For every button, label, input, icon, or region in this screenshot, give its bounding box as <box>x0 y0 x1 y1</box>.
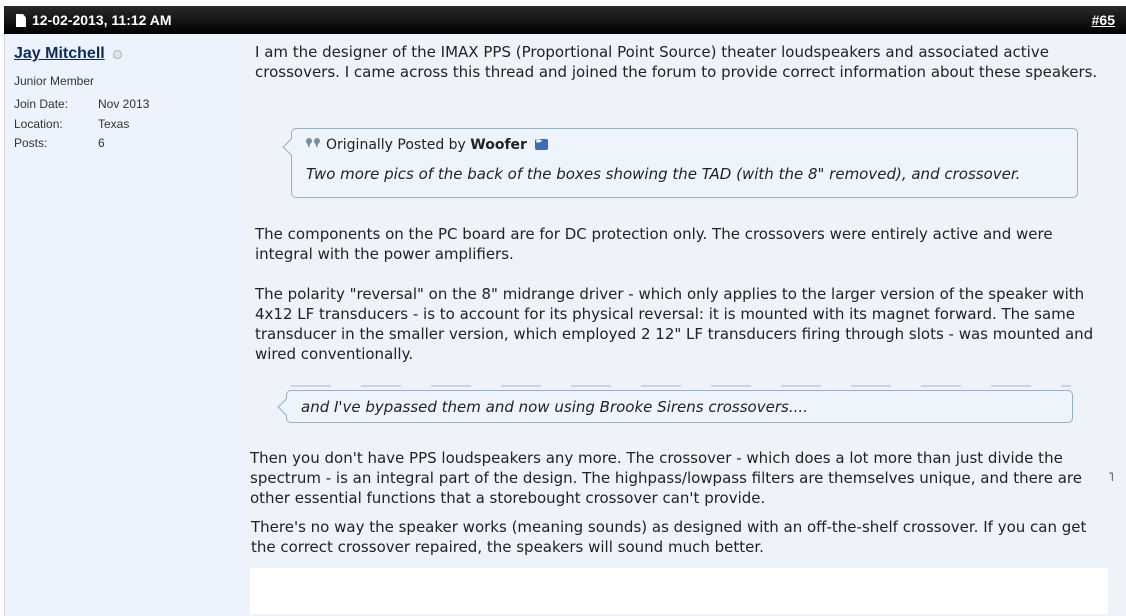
document-icon <box>16 14 26 27</box>
posts-label: Posts: <box>14 136 48 150</box>
location-label: Location: <box>14 117 63 131</box>
quote-arrow <box>278 399 295 416</box>
quote-text: Two more pics of the back of the boxes showing the TAD (with the 8" removed), and crossover. <box>306 165 1021 183</box>
post-number-link[interactable]: #65 <box>1091 12 1115 28</box>
username-link[interactable]: Jay Mitchell <box>14 45 105 62</box>
user-title: Junior Member <box>14 74 95 88</box>
post-count <box>14 136 105 150</box>
quote-author: Woofer <box>470 137 527 153</box>
quote-block <box>286 390 1073 423</box>
location <box>14 117 130 131</box>
quote-prefix: Originally Posted by <box>326 137 466 153</box>
quote-header <box>306 137 548 153</box>
posts-value: 6 <box>98 136 105 150</box>
quote-arrow <box>283 139 300 156</box>
corner-mark-icon: ˥ <box>1108 470 1114 484</box>
offline-status-icon <box>113 50 122 59</box>
location-value: Texas <box>98 117 130 131</box>
post-date: 12-02-2013, 11:12 AM <box>32 12 172 28</box>
post-content <box>244 34 1126 616</box>
post-paragraph: Then you don't have PPS loudspeakers any more. The crossover - which does a lot more than just divide the spectrum - is an integral part of the design. The highpass/lowpass filters are themselves unique, and there are other essential functions that a storebought crossover can't provide. <box>250 449 1082 507</box>
join-date <box>14 97 150 111</box>
post-paragraph: The components on the PC board are for DC protection only. The crossovers were entirely active and were integral with the power amplifiers. <box>255 225 1053 263</box>
post-paragraph: I am the designer of the IMAX PPS (Proportional Point Source) theater loudspeakers and associated active crossovers. I came across this thread and joined the forum to provide correct information about these speakers. <box>255 43 1098 81</box>
view-post-icon[interactable] <box>535 139 548 150</box>
post-paragraph: There's no way the speaker works (meaning sounds) as designed with an off-the-shelf crossover. If you can get the correct crossover repaired, the speakers will sound much better. <box>251 518 1087 556</box>
quote-text: and I've bypassed them and now using Brooke Sirens crossovers.... <box>301 398 808 416</box>
quote-block <box>291 128 1078 198</box>
user-info-panel <box>4 34 244 616</box>
post-header <box>4 6 1126 34</box>
faded-quote-line <box>291 385 1071 387</box>
quote-icon <box>306 138 322 148</box>
join-date-label: Join Date: <box>14 97 69 111</box>
blank-area <box>250 568 1108 614</box>
join-date-value: Nov 2013 <box>98 97 150 111</box>
post-paragraph: The polarity "reversal" on the 8" midrange driver - which only applies to the larger version of the speaker with 4x12 LF transducers - is to account for its physical reversal: it is mounted with its magnet forward. The same transducer in the smaller version, which employed 2 12" LF transducers firing through slots - was mounted and wired conventionally. <box>255 285 1094 363</box>
